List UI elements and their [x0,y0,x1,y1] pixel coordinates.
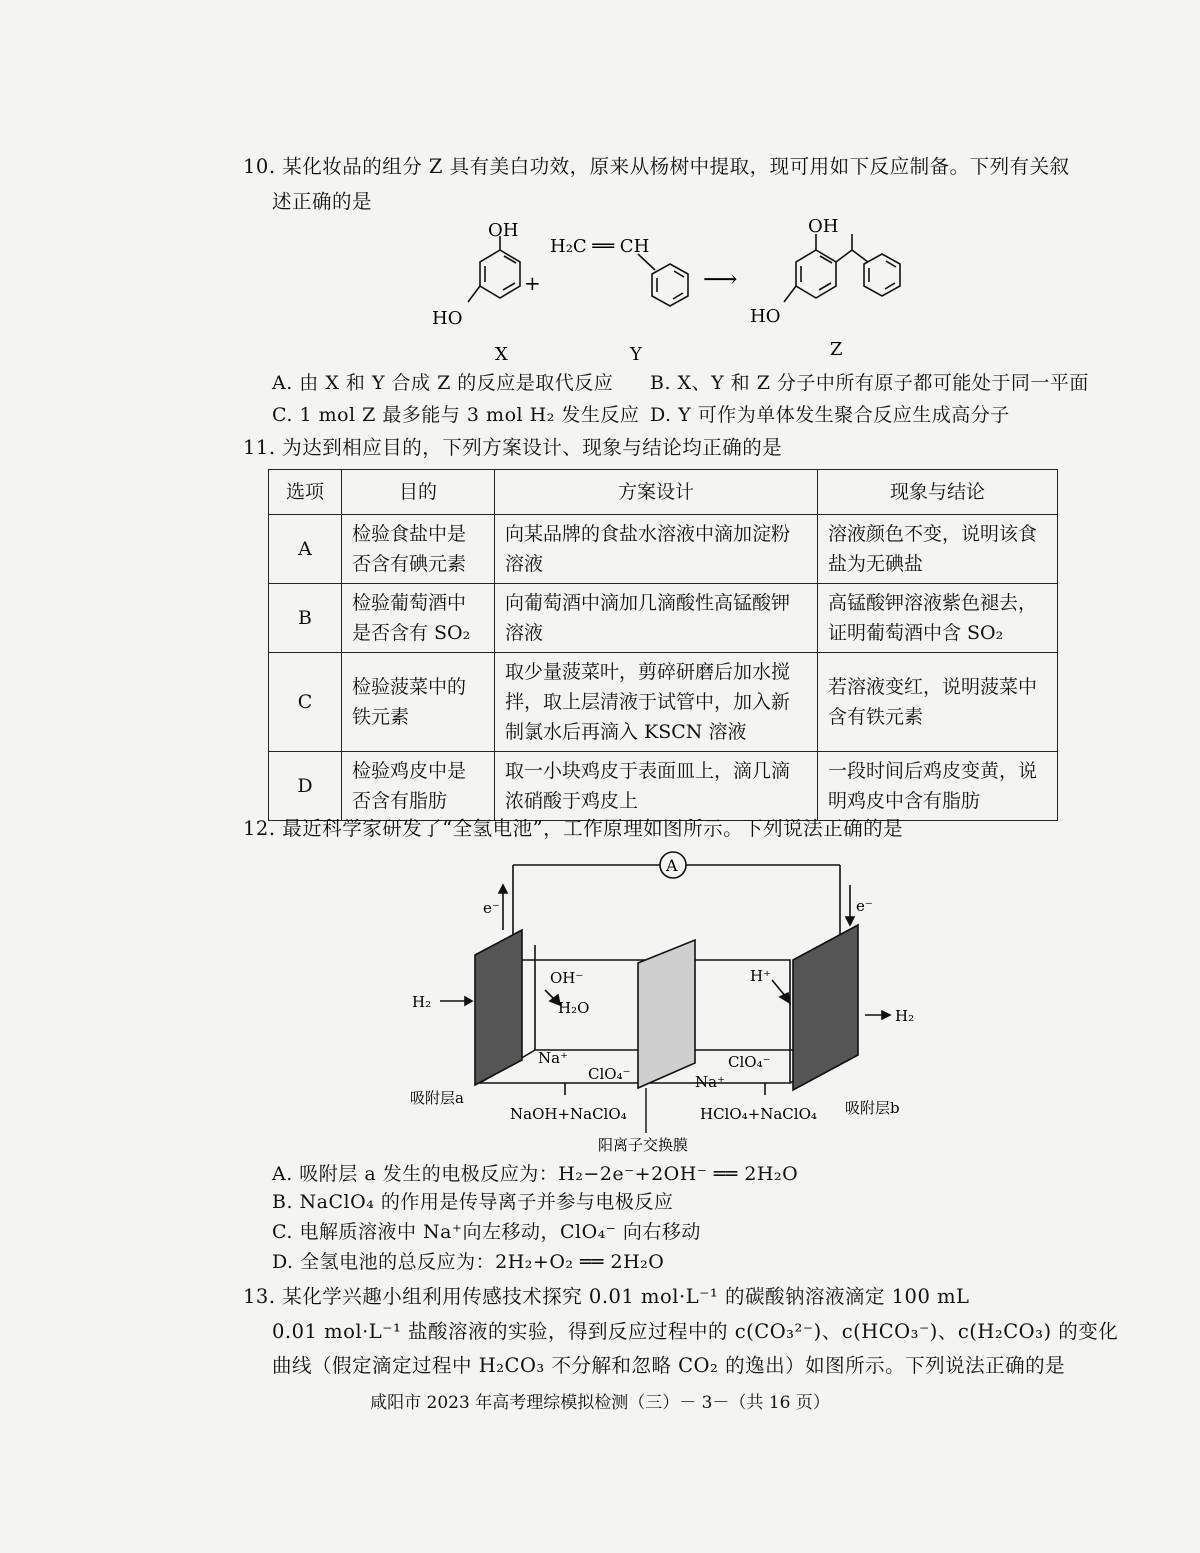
h2-inlet: H₂ [412,993,432,1011]
label-y: Y [630,344,642,365]
row-d-goal: 检验鸡皮中是否含有脂肪 [342,752,495,821]
header-option: 选项 [269,470,342,515]
q12-option-a[interactable]: A. 吸附层 a 发生的电极反应为：H₂−2e⁻+2OH⁻ ══ 2H₂O [272,1163,799,1185]
q10-reaction-diagram [420,210,920,370]
label-ho-z: HO [750,306,781,327]
plus-sign: + [524,271,541,295]
row-b-result: 高锰酸钾溶液紫色褪去，证明葡萄酒中含 SO₂ [818,584,1058,653]
h2-outlet: H₂ [895,1007,915,1025]
q12-option-d[interactable]: D. 全氢电池的总反应为：2H₂+O₂ ══ 2H₂O [272,1251,665,1273]
row-d-result: 一段时间后鸡皮变黄，说明鸡皮中含有脂肪 [818,752,1058,821]
battery-diagram [410,845,930,1165]
electrolyte-left: NaOH+NaClO₄ [510,1105,627,1123]
row-c-goal: 检验菠菜中的铁元素 [342,653,495,752]
q11-table [268,469,1058,821]
q11-stem: 11. 为达到相应目的，下列方案设计、现象与结论均正确的是 [243,436,783,459]
table-row [269,752,1058,821]
molecule-x [468,236,520,302]
electrolyte-right: HClO₄+NaClO₄ [700,1105,817,1123]
table-row [269,584,1058,653]
label-vinyl: H₂C ══ CH [550,236,650,257]
q10-option-c[interactable]: C. 1 mol Z 最多能与 3 mol H₂ 发生反应 [272,404,640,426]
row-d-design: 取一小块鸡皮于表面皿上，滴几滴浓硝酸于鸡皮上 [495,752,818,821]
q13-line1: 13. 某化学兴趣小组利用传感技术探究 0.01 mol·L⁻¹ 的碳酸钠溶液滴定 100 mL [243,1285,970,1308]
q10-option-a[interactable]: A. 由 X 和 Y 合成 Z 的反应是取代反应 [272,372,614,394]
row-c-design: 取少量菠菜叶，剪碎研磨后加水搅拌，取上层清液于试管中，加入新制氯水后再滴入 KSCN 溶液 [495,653,818,752]
layer-b-label: 吸附层b [845,1099,900,1117]
q12-option-c[interactable]: C. 电解质溶液中 Na⁺向左移动，ClO₄⁻ 向右移动 [272,1221,701,1243]
label-oh-x: OH [488,220,519,241]
page-footer: 咸阳市 2023 年高考理综模拟检测（三）－ 3－（共 16 页） [370,1393,830,1413]
layer-a-label: 吸附层a [410,1089,464,1107]
row-b-design: 向葡萄酒中滴加几滴酸性高锰酸钾溶液 [495,584,818,653]
na-left: Na⁺ [538,1049,568,1067]
electron-left: e⁻ [483,899,500,917]
q10-stem-line2: 述正确的是 [272,190,373,213]
na-right: Na⁺ [695,1073,725,1091]
h2o-label: H₂O [558,999,590,1017]
electron-right: e⁻ [856,897,873,915]
row-a-goal: 检验食盐中是否含有碘元素 [342,515,495,584]
header-design: 方案设计 [495,470,818,515]
q13-line3: 曲线（假定滴定过程中 H₂CO₃ 不分解和忽略 CO₂ 的逸出）如图所示。下列说法正确的是 [272,1354,1066,1377]
reaction-arrow: ⟶ [703,265,738,293]
q10-option-b[interactable]: B. X、Y 和 Z 分子中所有原子都可能处于同一平面 [650,372,1089,394]
header-result: 现象与结论 [818,470,1058,515]
cation-exchange-membrane [638,940,695,1088]
label-z: Z [830,339,843,360]
row-c-result: 若溶液变红，说明菠菜中含有铁元素 [818,653,1058,752]
row-d-option[interactable]: D [269,752,342,821]
row-b-option[interactable]: B [269,584,342,653]
molecule-y [638,254,688,306]
row-c-option[interactable]: C [269,653,342,752]
label-oh-z: OH [808,216,839,237]
row-a-result: 溶液颜色不变，说明该食盐为无碘盐 [818,515,1058,584]
oh-label: OH⁻ [550,969,584,987]
table-row [269,653,1058,752]
h-plus-label: H⁺ [750,967,771,985]
q10-stem-line1: 10. 某化妆品的组分 Z 具有美白功效，原来从杨树中提取，现可用如下反应制备。下列有关叙 [243,155,1070,178]
row-a-option[interactable]: A [269,515,342,584]
q12-option-b[interactable]: B. NaClO₄ 的作用是传导离子并参与电极反应 [272,1191,674,1213]
table-row [269,515,1058,584]
q12-stem: 12. 最近科学家研发了“全氢电池”，工作原理如图所示。下列说法正确的是 [243,817,904,840]
q13-line2: 0.01 mol·L⁻¹ 盐酸溶液的实验，得到反应过程中的 c(CO₃²⁻)、c(HCO₃⁻)、c(H₂CO₃) 的变化 [272,1320,1119,1343]
clo4-left: ClO₄⁻ [588,1065,631,1083]
row-a-design: 向某品牌的食盐水溶液中滴加淀粉溶液 [495,515,818,584]
label-x: X [495,344,508,365]
label-ho-x: HO [432,308,463,329]
clo4-right: ClO₄⁻ [728,1053,771,1071]
ammeter-label: A [666,856,678,875]
molecule-z [784,234,900,302]
table-header-row [269,470,1058,515]
adsorption-layer-a [475,930,522,1085]
q10-option-d[interactable]: D. Y 可作为单体发生聚合反应生成高分子 [650,404,1010,426]
header-goal: 目的 [342,470,495,515]
row-b-goal: 检验葡萄酒中是否含有 SO₂ [342,584,495,653]
adsorption-layer-b [793,925,858,1090]
membrane-label: 阳离子交换膜 [598,1136,689,1154]
